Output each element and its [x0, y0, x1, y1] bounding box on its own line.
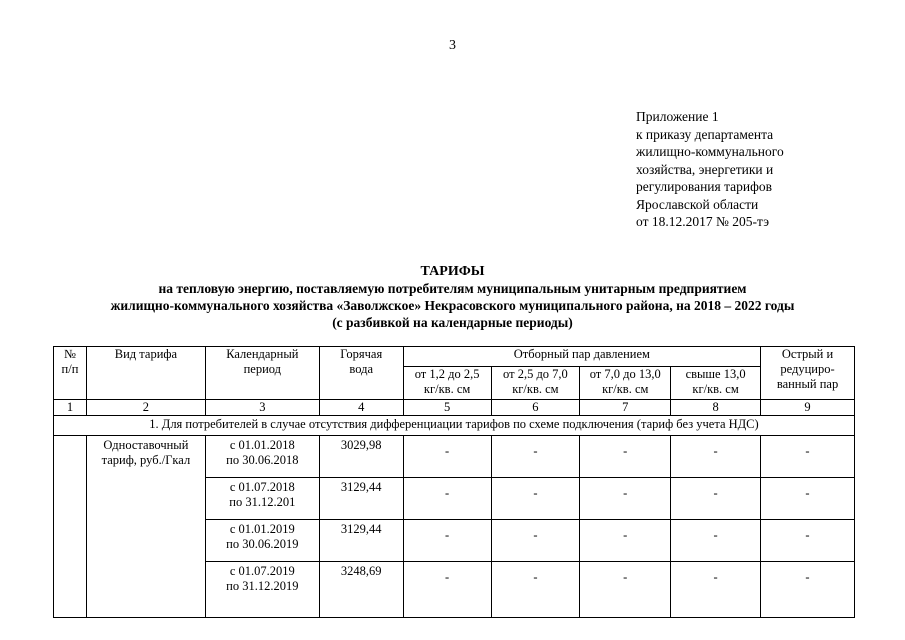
column-number: 4: [319, 400, 403, 416]
steam-value: -: [491, 436, 580, 478]
steam-value: -: [580, 478, 671, 520]
steam-value: -: [491, 478, 580, 520]
column-number: 3: [205, 400, 319, 416]
steam-value: -: [671, 436, 761, 478]
steam-value: -: [671, 520, 761, 562]
column-number: 7: [580, 400, 671, 416]
title-line: жилищно-коммунального хозяйства «Заволжское» Некрасовского муниципального района, на 2018 – 2022 годы: [110, 298, 795, 313]
tariff-table: [53, 346, 855, 618]
page-number: 3: [449, 38, 456, 53]
hot-water-value: 3129,44: [319, 520, 403, 562]
appendix-line: хозяйства, энергетики и: [636, 161, 774, 177]
header-steam-1: от 1,2 до 2,5 кг/кв. см: [403, 367, 491, 400]
appendix-line: Ярославской области: [636, 196, 759, 212]
header-tariff-type: Вид тарифа: [86, 347, 205, 400]
header-steam-2: от 2,5 до 7,0 кг/кв. см: [491, 367, 580, 400]
appendix-block: [636, 108, 784, 231]
tariff-type-cell: Одноставочный тариф, руб./Гкал: [86, 436, 205, 618]
steam-value: -: [403, 520, 491, 562]
appendix-line: от 18.12.2017 № 205-тэ: [636, 214, 770, 229]
sharp-steam-value: -: [761, 520, 855, 562]
column-number: 9: [761, 400, 855, 416]
sharp-steam-value: -: [761, 562, 855, 618]
title-line: на тепловую энергию, поставляемую потребителям муниципальным унитарным предприятием: [158, 281, 747, 296]
section-row: [54, 416, 855, 436]
period-cell: с 01.07.2018 по 31.12.201: [205, 478, 319, 520]
hot-water-value: 3029,98: [319, 436, 403, 478]
sharp-steam-value: -: [761, 478, 855, 520]
hot-water-value: 3129,44: [319, 478, 403, 520]
column-number: 6: [491, 400, 580, 416]
header-period: Календарный период: [205, 347, 319, 400]
title-line: (с разбивкой на календарные периоды): [332, 315, 573, 330]
steam-value: -: [671, 478, 761, 520]
header-row: [54, 347, 855, 367]
appendix-line: к приказу департамента: [636, 126, 774, 142]
appendix-line: жилищно-коммунального: [636, 144, 784, 159]
column-number: 1: [54, 400, 87, 416]
steam-value: -: [403, 436, 491, 478]
steam-value: -: [580, 520, 671, 562]
table-row: [54, 436, 855, 478]
document-title: [0, 263, 905, 331]
title-main: ТАРИФЫ: [420, 264, 485, 279]
header-steam-3: от 7,0 до 13,0 кг/кв. см: [580, 367, 671, 400]
steam-value: -: [403, 478, 491, 520]
header-steam-group: Отборный пар давлением: [403, 347, 760, 367]
section-title: 1. Для потребителей в случае отсутствия дифференциации тарифов по схеме подключения (тариф без учета НДС): [54, 416, 855, 436]
header-steam-4: свыше 13,0 кг/кв. см: [671, 367, 761, 400]
steam-value: -: [403, 562, 491, 618]
appendix-line: Приложение 1: [636, 109, 719, 124]
column-number-row: [54, 400, 855, 416]
steam-value: -: [580, 436, 671, 478]
appendix-line: регулирования тарифов: [636, 179, 773, 194]
steam-value: -: [491, 562, 580, 618]
column-number: 2: [86, 400, 205, 416]
steam-value: -: [491, 520, 580, 562]
hot-water-value: 3248,69: [319, 562, 403, 618]
header-sharp-steam: Острый и редуциро- ванный пар: [761, 347, 855, 400]
column-number: 8: [671, 400, 761, 416]
period-cell: с 01.07.2019 по 31.12.2019: [205, 562, 319, 618]
period-cell: с 01.01.2019 по 30.06.2019: [205, 520, 319, 562]
steam-value: -: [671, 562, 761, 618]
header-hot-water: Горячая вода: [319, 347, 403, 400]
steam-value: -: [580, 562, 671, 618]
column-number: 5: [403, 400, 491, 416]
row-number-cell: [54, 436, 87, 618]
period-cell: с 01.01.2018 по 30.06.2018: [205, 436, 319, 478]
header-num: № п/п: [54, 347, 87, 400]
sharp-steam-value: -: [761, 436, 855, 478]
